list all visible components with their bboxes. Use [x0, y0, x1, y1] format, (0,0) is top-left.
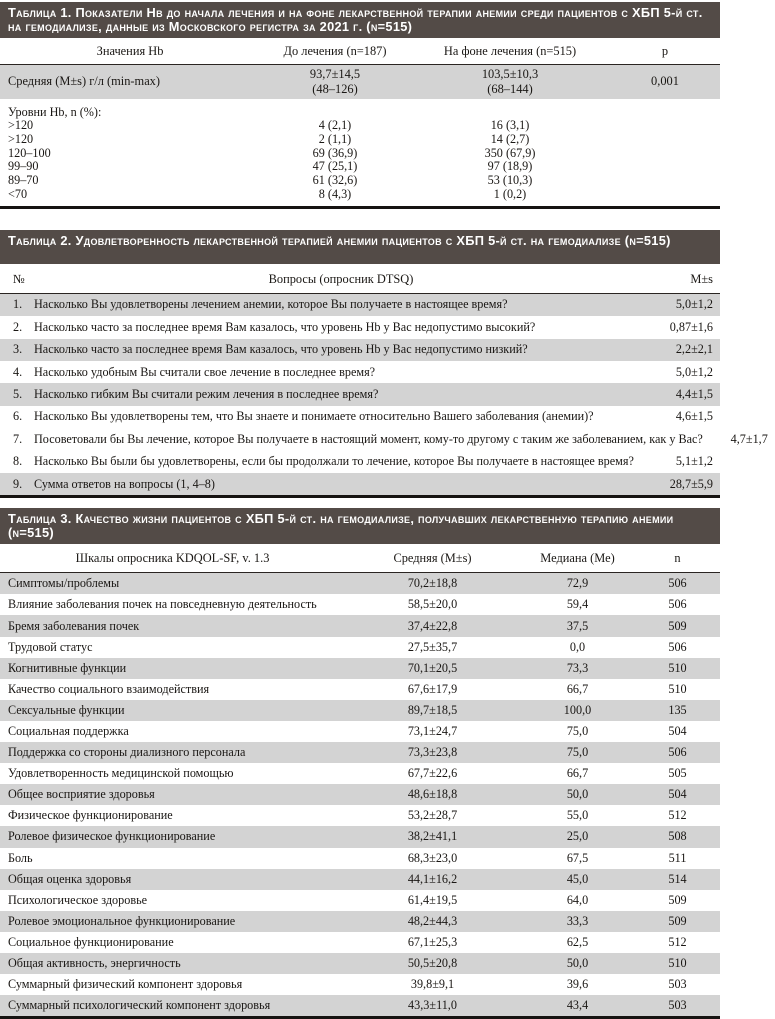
table1-mean-row: [0, 65, 720, 99]
question-score: 28,7±5,9: [669, 476, 713, 491]
level-before-value: 2 (1,1): [318, 131, 352, 146]
scale-n: 510: [668, 681, 687, 696]
question-score: 0,87±1,6: [669, 319, 713, 334]
scale-median: 73,3: [566, 660, 589, 675]
level-during-value: 1 (0,2): [493, 186, 527, 201]
scale-label: Общая активность, энергичность: [8, 956, 181, 971]
table-row: [0, 826, 720, 847]
table-row: [0, 594, 720, 615]
table-row: [0, 339, 720, 361]
question-score: 4,6±1,5: [675, 409, 713, 424]
level-during-value: 53 (10,3): [487, 173, 533, 188]
scale-n: 508: [668, 829, 687, 844]
scale-mean: 89,7±18,5: [407, 702, 458, 717]
scale-label: Когнитивные функции: [8, 660, 127, 675]
table1-col-before: До лечения (n=187): [283, 44, 387, 58]
level-during-value: 97 (18,9): [487, 159, 533, 174]
scale-mean: 67,6±17,9: [407, 681, 458, 696]
table2: [0, 230, 768, 499]
table-row: [0, 573, 720, 594]
scale-n: 510: [668, 660, 687, 675]
question-score: 4,7±1,7: [730, 431, 768, 446]
question-number: 5.: [13, 387, 23, 402]
table-row: [0, 742, 720, 763]
scale-median: 59,4: [566, 597, 589, 612]
scale-median: 45,0: [566, 871, 589, 886]
table-row: [0, 890, 720, 911]
scale-mean: 27,5±35,7: [407, 639, 458, 654]
table3-col-scales: Шкалы опросника KDQOL-SF, v. 1.3: [75, 551, 270, 566]
scale-label: Бремя заболевания почек: [8, 618, 140, 633]
question-text: Насколько часто за последнее время Вам казалось, что уровень Hb у Вас недопустимо высокий?: [34, 319, 536, 334]
table3-col-mean: Средняя (M±s): [393, 551, 472, 566]
question-text: Посоветовали бы Вы лечение, которое Вы получаете в настоящий момент, кому-то другому с таким же заболеванием, как у Вас?: [34, 431, 703, 446]
scale-median: 43,4: [566, 998, 589, 1013]
scale-n: 505: [668, 766, 687, 781]
scale-label: Симптомы/проблемы: [8, 576, 120, 591]
scale-label: Социальное функционирование: [8, 934, 174, 949]
level-before-value: 8 (4,3): [318, 186, 352, 201]
table-row: [0, 869, 720, 890]
question-score: 5,1±1,2: [675, 454, 713, 469]
scale-label: Общая оценка здоровья: [8, 871, 132, 886]
table-row: [0, 451, 720, 473]
table1-header-row: [0, 38, 720, 65]
level-before-value: 47 (25,1): [312, 159, 358, 174]
table-row: [0, 953, 720, 974]
scale-median: 72,9: [566, 576, 589, 591]
scale-mean: 61,4±19,5: [407, 892, 458, 907]
mean-row-label: Средняя (M±s) г/л (min-max): [8, 74, 161, 88]
table1-col-p: p: [661, 44, 669, 58]
scale-label: Качество социального взаимодействия: [8, 681, 210, 696]
scale-label: Удовлетворенность медицинской помощью: [8, 766, 234, 781]
table1-levels-body: [0, 119, 720, 202]
question-score: 5,0±1,2: [675, 364, 713, 379]
table2-col-num: №: [13, 271, 25, 286]
mean-during-cell: [410, 67, 610, 96]
level-during-value: 16 (3,1): [490, 118, 530, 132]
scale-median: 39,6: [566, 977, 589, 992]
table-row: [0, 188, 720, 202]
scale-mean: 70,2±18,8: [407, 576, 458, 591]
table-row: [0, 160, 720, 174]
question-text: Насколько удобным Вы считали свое лечение в последнее время?: [34, 364, 376, 379]
level-label: 99–90: [8, 159, 39, 174]
scale-median: 64,0: [566, 892, 589, 907]
table2-header-row: [0, 264, 720, 294]
scale-n: 509: [668, 618, 687, 633]
table-row: [0, 174, 720, 188]
table1-levels-section: [0, 105, 720, 202]
table-row: [0, 473, 720, 495]
table-row: [0, 679, 720, 700]
levels-section-header: Уровни Hb, n (%):: [8, 105, 102, 119]
table-row: [0, 763, 720, 784]
mean-p-value: 0,001: [651, 74, 679, 88]
level-during-value: 14 (2,7): [490, 131, 530, 146]
scale-n: 506: [668, 597, 687, 612]
mean-before-cell: [260, 67, 410, 96]
level-before-value: 69 (36,9): [312, 145, 358, 160]
scale-n: 511: [668, 850, 687, 865]
scale-label: Трудовой статус: [8, 639, 93, 654]
level-label: 89–70: [8, 173, 39, 188]
scale-mean: 58,5±20,0: [407, 597, 458, 612]
table3-title: Таблица 3. Качество жизни пациентов с ХБП 5-й ст. на гемодиализе, получавших лекарственную терапию анемии (n=515): [8, 511, 674, 540]
scale-median: 37,5: [566, 618, 589, 633]
table-row: [0, 133, 720, 147]
scale-n: 506: [668, 639, 687, 654]
scale-median: 66,7: [566, 766, 589, 781]
table2-col-value: M±s: [690, 271, 713, 286]
table3-col-n: n: [674, 551, 681, 566]
table-row: [0, 316, 720, 338]
question-number: 1.: [13, 297, 23, 312]
table3-body: [0, 573, 720, 1016]
scale-n: 509: [668, 913, 687, 928]
scale-mean: 68,3±23,0: [407, 850, 458, 865]
level-label: <70: [8, 186, 28, 201]
scale-mean: 53,2±28,7: [407, 808, 458, 823]
table3-header-row: [0, 544, 720, 573]
scale-label: Суммарный физический компонент здоровья: [8, 977, 243, 992]
mean-before-value: 93,7±14,5: [309, 67, 361, 81]
scale-median: 75,0: [566, 724, 589, 738]
question-number: 3.: [13, 342, 23, 357]
scale-median: 66,7: [566, 681, 589, 696]
level-before-value: 4 (2,1): [318, 118, 352, 132]
table1-col-during: На фоне лечения (n=515): [443, 44, 577, 58]
level-before-value: 61 (32,6): [312, 173, 358, 188]
scale-median: 33,3: [566, 913, 589, 928]
question-number: 4.: [13, 364, 23, 379]
scale-median: 75,0: [566, 745, 589, 760]
scale-mean: 38,2±41,1: [407, 829, 458, 844]
question-score: 5,0±1,2: [675, 297, 713, 312]
table-row: [0, 995, 720, 1016]
mean-during-range: (68–144): [487, 81, 533, 96]
scale-mean: 39,8±9,1: [410, 977, 455, 992]
table2-body: [0, 294, 768, 496]
scale-n: 512: [668, 934, 687, 949]
table-row: [0, 119, 720, 133]
scale-median: 25,0: [566, 829, 589, 844]
table3-col-median: Медиана (Ме): [540, 551, 615, 566]
scale-label: Физическое функционирование: [8, 808, 173, 823]
scale-median: 62,5: [566, 934, 589, 949]
table-row: [0, 700, 720, 721]
question-text: Насколько Вы были бы удовлетворены, если бы продолжали то лечение, которое Вы получаете в настоящее время?: [34, 454, 634, 469]
question-number: 2.: [13, 319, 23, 334]
scale-mean: 44,1±16,2: [407, 871, 458, 886]
table1-title-bar: [0, 2, 720, 38]
table-row: [0, 974, 720, 995]
scale-label: Ролевое эмоциональное функционирование: [8, 913, 236, 928]
table-row: [0, 721, 720, 742]
table-row: [0, 294, 720, 316]
scale-n: 506: [668, 576, 687, 591]
scale-label: Психологическое здоровье: [8, 892, 148, 907]
level-during-value: 350 (67,9): [484, 145, 536, 160]
question-score: 2,2±2,1: [675, 342, 713, 357]
table2-title-bar: [0, 230, 720, 264]
table3: [0, 508, 720, 1019]
question-text: Насколько часто за последнее время Вам казалось, что уровень Hb у Вас недопустимо низкий?: [34, 342, 528, 357]
scale-median: 50,0: [566, 787, 589, 802]
question-score: 4,4±1,5: [675, 387, 713, 402]
question-text: Насколько Вы удовлетворены лечением анемии, которое Вы получаете в настоящее время?: [34, 297, 508, 312]
question-text: Насколько Вы удовлетворены тем, что Вы знаете и понимаете относительно Вашего заболевания (анемии)?: [34, 409, 594, 424]
level-label: 120–100: [8, 145, 51, 160]
scale-label: Сексуальные функции: [8, 702, 125, 717]
scale-median: 67,5: [566, 850, 589, 865]
scale-median: 100,0: [563, 702, 592, 717]
scale-mean: 50,5±20,8: [407, 956, 458, 971]
level-label: >120: [8, 118, 34, 132]
table2-bottom-rule: [0, 495, 720, 498]
question-text: Сумма ответов на вопросы (1, 4–8): [34, 476, 215, 491]
scale-mean: 67,7±22,6: [407, 766, 458, 781]
table-row: [0, 848, 720, 869]
scale-label: Общее восприятие здоровья: [8, 787, 155, 802]
scale-n: 512: [668, 808, 687, 823]
question-number: 9.: [13, 476, 23, 491]
scale-n: 503: [668, 998, 687, 1013]
table-row: [0, 147, 720, 161]
table2-col-question: Вопросы (опросник DTSQ): [268, 271, 414, 286]
scale-label: Ролевое физическое функционирование: [8, 829, 216, 844]
question-text: Насколько гибким Вы считали режим лечения в последнее время?: [34, 387, 379, 402]
scale-mean: 48,2±44,3: [407, 913, 458, 928]
table-row: [0, 383, 720, 405]
scale-mean: 48,6±18,8: [407, 787, 458, 802]
scale-mean: 73,1±24,7: [407, 724, 458, 738]
scale-n: 504: [668, 787, 687, 802]
table1-title: Таблица 1. Показатели Hb до начала лечения и на фоне лекарственной терапии анемии среди пациентов с ХБП 5-й ст. на гемодиализе, данные из Московского регистра за 2021 г. (n=515): [8, 5, 703, 34]
table2-title: Таблица 2. Удовлетворенность лекарственной терапией анемии пациентов с ХБП 5-й ст. на гемодиализе (n=515): [8, 232, 671, 248]
scale-n: 504: [668, 724, 687, 738]
mean-during-value: 103,5±10,3: [481, 67, 539, 81]
scale-n: 506: [668, 745, 687, 760]
table-row: [0, 428, 768, 450]
table-row: [0, 637, 720, 658]
scale-label: Влияние заболевания почек на повседневную деятельность: [8, 597, 317, 612]
table-row: [0, 406, 720, 428]
table-row: [0, 932, 720, 953]
scale-label: Боль: [8, 850, 33, 865]
table1-bottom-rule: [0, 202, 720, 209]
table-row: [0, 784, 720, 805]
table-row: [0, 805, 720, 826]
scale-median: 50,0: [566, 956, 589, 971]
scale-label: Поддержка со стороны диализного персонала: [8, 745, 246, 760]
scale-n: 135: [668, 702, 687, 717]
scale-label: Социальная поддержка: [8, 724, 129, 738]
table-row: [0, 615, 720, 636]
scale-median: 55,0: [566, 808, 589, 823]
scale-mean: 43,3±11,0: [408, 998, 457, 1013]
scale-n: 514: [668, 871, 687, 886]
table-row: [0, 361, 720, 383]
question-number: 6.: [13, 409, 23, 424]
scale-n: 509: [668, 892, 687, 907]
scale-mean: 67,1±25,3: [407, 934, 458, 949]
level-label: >120: [8, 131, 34, 146]
table3-title-bar: [0, 508, 720, 544]
scale-mean: 70,1±20,5: [407, 660, 458, 675]
table1: [0, 2, 720, 209]
mean-before-range: (48–126): [312, 81, 358, 96]
scale-mean: 73,3±23,8: [407, 745, 458, 760]
scale-label: Суммарный психологический компонент здоровья: [8, 998, 271, 1013]
table1-col-values: Значения Hb: [96, 44, 164, 58]
scale-median: 0,0: [569, 639, 586, 654]
question-number: 8.: [13, 454, 23, 469]
question-number: 7.: [13, 431, 23, 446]
table-row: [0, 658, 720, 679]
table-row: [0, 911, 720, 932]
scale-n: 503: [668, 977, 687, 992]
scale-mean: 37,4±22,8: [407, 618, 458, 633]
scale-n: 510: [668, 956, 687, 971]
